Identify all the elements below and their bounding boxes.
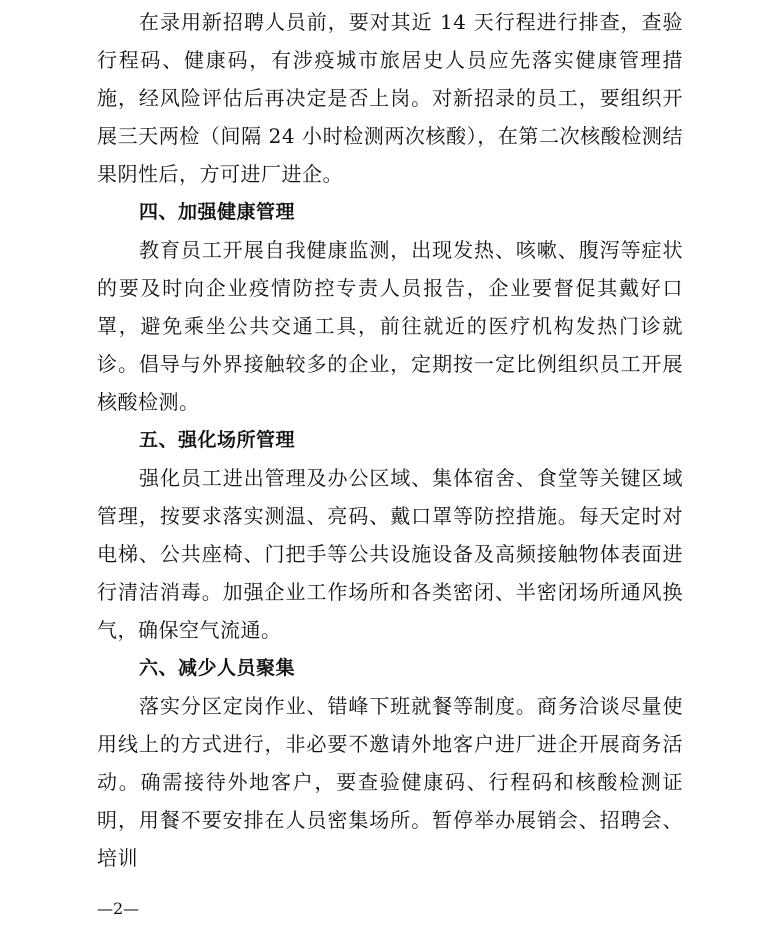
heading-reduce-gatherings: 六、减少人员聚集 [139, 657, 296, 679]
heading-health-management: 四、加强健康管理 [139, 201, 296, 223]
document-body [97, 0, 683, 877]
page-number: —2— [97, 899, 140, 918]
paragraph-reduce-gatherings: 落实分区定岗作业、错峰下班就餐等制度。商务洽谈尽量使用线上的方式进行，非必要不邀请外地客户进厂进企开展商务活动。确需接待外地客户，要查验健康码、行程码和核酸检测证明，用餐不要安排在人员密集场所。暂停举办展销会、招聘会、培训 [97, 694, 683, 870]
paragraph-venue-management: 强化员工进出管理及办公区域、集体宿舍、食堂等关键区域管理，按要求落实测温、亮码、戴口罩等防控措施。每天定时对电梯、公共座椅、门把手等公共设施设备及高频接触物体表面进行清洁消毒。加强企业工作场所和各类密闭、半密闭场所通风换气，确保空气流通。 [97, 466, 683, 642]
paragraph-new-hire-screening: 在录用新招聘人员前，要对其近 14 天行程进行排查，查验行程码、健康码，有涉疫城市旅居史人员应先落实健康管理措施，经风险评估后再决定是否上岗。对新招录的员工，要组织开展三天两检（间隔 24 小时检测两次核酸），在第二次核酸检测结果阴性后，方可进厂进企。 [97, 10, 683, 186]
heading-venue-management: 五、强化场所管理 [139, 429, 296, 451]
paragraph-health-monitoring: 教育员工开展自我健康监测，出现发热、咳嗽、腹泻等症状的要及时向企业疫情防控专责人员报告，企业要督促其戴好口罩，避免乘坐公共交通工具，前往就近的医疗机构发热门诊就诊。倡导与外界接触较多的企业，定期按一定比例组织员工开展核酸检测。 [97, 238, 683, 414]
